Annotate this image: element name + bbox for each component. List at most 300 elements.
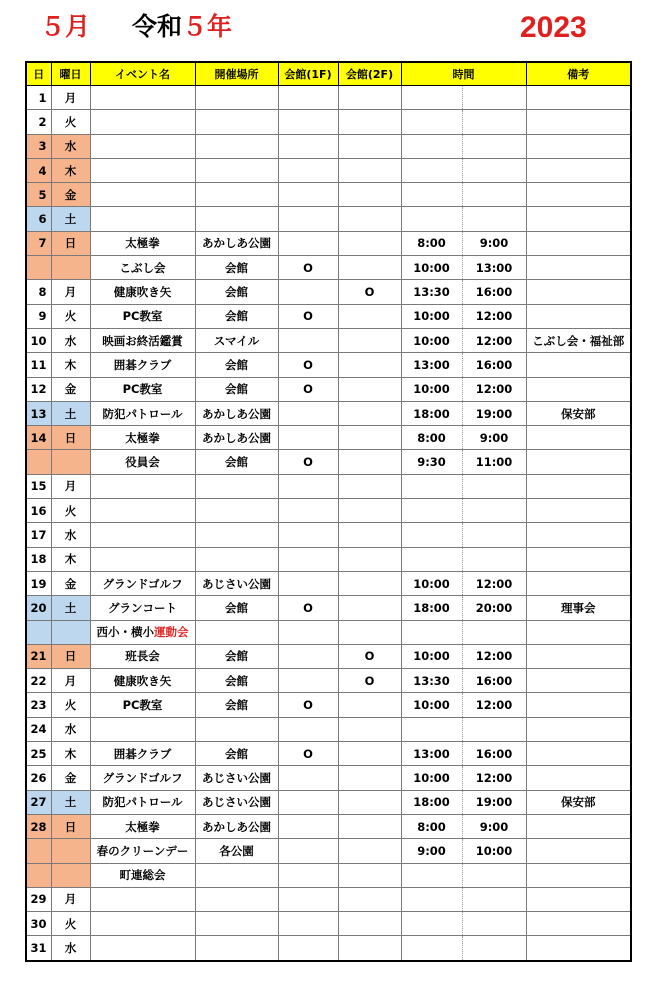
start-time-cell: 10:00 bbox=[401, 571, 462, 595]
table-row bbox=[26, 547, 631, 571]
start-time-cell bbox=[401, 863, 462, 887]
hall-1f-cell bbox=[278, 936, 338, 961]
hall-1f-cell bbox=[278, 474, 338, 498]
hall-2f-cell bbox=[338, 158, 401, 182]
place-cell: あじさい公園 bbox=[195, 790, 278, 814]
notes-cell bbox=[526, 207, 631, 231]
table-row bbox=[26, 523, 631, 547]
end-time-cell: 20:00 bbox=[462, 596, 526, 620]
end-time-cell: 16:00 bbox=[462, 353, 526, 377]
place-cell bbox=[195, 717, 278, 741]
weekday-cell: 火 bbox=[51, 304, 90, 328]
start-time-cell bbox=[401, 158, 462, 182]
hall-1f-cell: O bbox=[278, 256, 338, 280]
notes-cell bbox=[526, 839, 631, 863]
hall-2f-cell bbox=[338, 304, 401, 328]
notes-cell bbox=[526, 863, 631, 887]
hall-1f-cell bbox=[278, 86, 338, 110]
notes-cell bbox=[526, 547, 631, 571]
start-time-cell: 10:00 bbox=[401, 766, 462, 790]
notes-cell bbox=[526, 766, 631, 790]
place-cell: あかしあ公園 bbox=[195, 814, 278, 838]
notes-cell bbox=[526, 280, 631, 304]
place-cell: 会館 bbox=[195, 669, 278, 693]
place-cell: 会館 bbox=[195, 377, 278, 401]
hall-2f-cell bbox=[338, 571, 401, 595]
hall-1f-cell bbox=[278, 620, 338, 644]
notes-cell bbox=[526, 231, 631, 255]
hall-2f-cell bbox=[338, 328, 401, 352]
end-time-cell bbox=[462, 207, 526, 231]
table-row bbox=[26, 207, 631, 231]
event-cell bbox=[90, 110, 195, 134]
notes-cell bbox=[526, 110, 631, 134]
hall-1f-cell bbox=[278, 280, 338, 304]
table-row bbox=[26, 717, 631, 741]
day-cell: 23 bbox=[26, 693, 51, 717]
hall-1f-cell bbox=[278, 547, 338, 571]
end-time-cell bbox=[462, 474, 526, 498]
start-time-cell: 10:00 bbox=[401, 304, 462, 328]
notes-cell bbox=[526, 620, 631, 644]
place-cell: 各公園 bbox=[195, 839, 278, 863]
notes-cell bbox=[526, 571, 631, 595]
end-time-cell bbox=[462, 863, 526, 887]
end-time-cell: 13:00 bbox=[462, 256, 526, 280]
place-cell bbox=[195, 547, 278, 571]
notes-cell bbox=[526, 474, 631, 498]
event-cell bbox=[90, 86, 195, 110]
hall-2f-cell bbox=[338, 766, 401, 790]
start-time-cell bbox=[401, 499, 462, 523]
end-time-cell bbox=[462, 158, 526, 182]
hall-2f-cell bbox=[338, 814, 401, 838]
notes-cell bbox=[526, 936, 631, 961]
start-time-cell: 8:00 bbox=[401, 426, 462, 450]
col-notes: 備考 bbox=[526, 62, 631, 86]
hall-1f-cell bbox=[278, 328, 338, 352]
notes-cell: こぶし会・福祉部 bbox=[526, 328, 631, 352]
hall-2f-cell bbox=[338, 693, 401, 717]
notes-cell bbox=[526, 377, 631, 401]
weekday-cell: 水 bbox=[51, 936, 90, 961]
event-cell: 太極拳 bbox=[90, 814, 195, 838]
hall-1f-cell: O bbox=[278, 304, 338, 328]
day-cell: 20 bbox=[26, 596, 51, 620]
start-time-cell: 10:00 bbox=[401, 644, 462, 668]
day-cell bbox=[26, 839, 51, 863]
weekday-cell: 月 bbox=[51, 887, 90, 911]
day-cell bbox=[26, 620, 51, 644]
day-cell: 13 bbox=[26, 401, 51, 425]
start-time-cell bbox=[401, 547, 462, 571]
notes-cell: 保安部 bbox=[526, 790, 631, 814]
table-row bbox=[26, 304, 631, 328]
hall-2f-cell bbox=[338, 377, 401, 401]
hall-1f-cell bbox=[278, 669, 338, 693]
notes-cell bbox=[526, 814, 631, 838]
hall-2f-cell bbox=[338, 353, 401, 377]
place-cell: あかしあ公園 bbox=[195, 401, 278, 425]
end-time-cell: 16:00 bbox=[462, 742, 526, 766]
end-time-cell bbox=[462, 912, 526, 936]
hall-2f-cell bbox=[338, 839, 401, 863]
event-cell: PC教室 bbox=[90, 693, 195, 717]
weekday-cell: 月 bbox=[51, 86, 90, 110]
hall-2f-cell bbox=[338, 134, 401, 158]
start-time-cell: 10:00 bbox=[401, 377, 462, 401]
day-cell bbox=[26, 256, 51, 280]
hall-1f-cell bbox=[278, 717, 338, 741]
place-cell bbox=[195, 620, 278, 644]
start-time-cell: 10:00 bbox=[401, 328, 462, 352]
table-row bbox=[26, 256, 631, 280]
day-cell: 15 bbox=[26, 474, 51, 498]
event-cell: 太極拳 bbox=[90, 231, 195, 255]
day-cell: 25 bbox=[26, 742, 51, 766]
table-row bbox=[26, 912, 631, 936]
end-time-cell bbox=[462, 523, 526, 547]
hall-2f-cell bbox=[338, 474, 401, 498]
place-cell bbox=[195, 499, 278, 523]
hall-2f-cell bbox=[338, 620, 401, 644]
day-cell bbox=[26, 863, 51, 887]
event-cell bbox=[90, 183, 195, 207]
start-time-cell: 18:00 bbox=[401, 790, 462, 814]
notes-cell: 保安部 bbox=[526, 401, 631, 425]
day-cell: 30 bbox=[26, 912, 51, 936]
place-cell bbox=[195, 887, 278, 911]
end-time-cell: 16:00 bbox=[462, 669, 526, 693]
weekday-cell bbox=[51, 620, 90, 644]
day-cell: 8 bbox=[26, 280, 51, 304]
table-row bbox=[26, 839, 631, 863]
notes-cell bbox=[526, 134, 631, 158]
place-cell bbox=[195, 863, 278, 887]
place-cell: スマイル bbox=[195, 328, 278, 352]
day-cell: 29 bbox=[26, 887, 51, 911]
hall-1f-cell bbox=[278, 790, 338, 814]
col-day: 日 bbox=[26, 62, 51, 86]
place-cell bbox=[195, 474, 278, 498]
start-time-cell: 10:00 bbox=[401, 693, 462, 717]
notes-cell bbox=[526, 644, 631, 668]
table-row bbox=[26, 401, 631, 425]
hall-1f-cell bbox=[278, 571, 338, 595]
hall-2f-cell bbox=[338, 426, 401, 450]
place-cell: 会館 bbox=[195, 596, 278, 620]
table-row bbox=[26, 158, 631, 182]
hall-2f-cell bbox=[338, 887, 401, 911]
table-row bbox=[26, 814, 631, 838]
hall-1f-cell bbox=[278, 134, 338, 158]
notes-cell bbox=[526, 426, 631, 450]
weekday-cell: 火 bbox=[51, 499, 90, 523]
day-cell: 9 bbox=[26, 304, 51, 328]
table-row bbox=[26, 450, 631, 474]
era-year: ５年 bbox=[182, 12, 233, 41]
day-cell: 16 bbox=[26, 499, 51, 523]
weekday-cell: 土 bbox=[51, 207, 90, 231]
end-time-cell: 16:00 bbox=[462, 280, 526, 304]
weekday-cell: 金 bbox=[51, 183, 90, 207]
table-row bbox=[26, 110, 631, 134]
notes-cell bbox=[526, 304, 631, 328]
end-time-cell bbox=[462, 887, 526, 911]
weekday-cell: 日 bbox=[51, 814, 90, 838]
event-cell bbox=[90, 887, 195, 911]
place-cell bbox=[195, 523, 278, 547]
day-cell bbox=[26, 450, 51, 474]
end-time-cell: 10:00 bbox=[462, 839, 526, 863]
table-row bbox=[26, 353, 631, 377]
table-row bbox=[26, 620, 631, 644]
header-row bbox=[26, 62, 631, 86]
notes-cell bbox=[526, 523, 631, 547]
place-cell: あかしあ公園 bbox=[195, 426, 278, 450]
weekday-cell bbox=[51, 256, 90, 280]
place-cell: 会館 bbox=[195, 256, 278, 280]
place-cell: 会館 bbox=[195, 353, 278, 377]
day-cell: 1 bbox=[26, 86, 51, 110]
year-title: 2023 bbox=[520, 11, 587, 44]
day-cell: 7 bbox=[26, 231, 51, 255]
event-cell bbox=[90, 499, 195, 523]
start-time-cell bbox=[401, 523, 462, 547]
event-cell: こぶし会 bbox=[90, 256, 195, 280]
place-cell: あじさい公園 bbox=[195, 571, 278, 595]
place-cell bbox=[195, 134, 278, 158]
weekday-cell: 木 bbox=[51, 742, 90, 766]
col-event: イベント名 bbox=[90, 62, 195, 86]
table-row bbox=[26, 328, 631, 352]
place-cell bbox=[195, 183, 278, 207]
end-time-cell: 11:00 bbox=[462, 450, 526, 474]
start-time-cell: 8:00 bbox=[401, 814, 462, 838]
hall-1f-cell bbox=[278, 644, 338, 668]
weekday-cell: 水 bbox=[51, 134, 90, 158]
weekday-cell: 土 bbox=[51, 596, 90, 620]
day-cell: 26 bbox=[26, 766, 51, 790]
end-time-cell bbox=[462, 183, 526, 207]
day-cell: 28 bbox=[26, 814, 51, 838]
weekday-cell: 木 bbox=[51, 158, 90, 182]
notes-cell bbox=[526, 887, 631, 911]
col-weekday: 曜日 bbox=[51, 62, 90, 86]
hall-2f-cell bbox=[338, 183, 401, 207]
weekday-cell: 土 bbox=[51, 401, 90, 425]
event-cell: 健康吹き矢 bbox=[90, 669, 195, 693]
weekday-cell bbox=[51, 863, 90, 887]
start-time-cell: 10:00 bbox=[401, 256, 462, 280]
start-time-cell: 9:30 bbox=[401, 450, 462, 474]
hall-1f-cell: O bbox=[278, 353, 338, 377]
weekday-cell: 月 bbox=[51, 669, 90, 693]
hall-2f-cell bbox=[338, 863, 401, 887]
end-time-cell: 19:00 bbox=[462, 401, 526, 425]
hall-2f-cell bbox=[338, 912, 401, 936]
hall-2f-cell bbox=[338, 742, 401, 766]
weekday-cell: 日 bbox=[51, 426, 90, 450]
hall-1f-cell bbox=[278, 814, 338, 838]
day-cell: 19 bbox=[26, 571, 51, 595]
table-row bbox=[26, 377, 631, 401]
weekday-cell: 月 bbox=[51, 474, 90, 498]
event-cell bbox=[90, 158, 195, 182]
day-cell: 11 bbox=[26, 353, 51, 377]
place-cell bbox=[195, 158, 278, 182]
day-cell: 2 bbox=[26, 110, 51, 134]
end-time-cell bbox=[462, 936, 526, 961]
weekday-cell: 木 bbox=[51, 353, 90, 377]
event-cell: 健康吹き矢 bbox=[90, 280, 195, 304]
day-cell: 24 bbox=[26, 717, 51, 741]
place-cell: 会館 bbox=[195, 693, 278, 717]
notes-cell bbox=[526, 183, 631, 207]
end-time-cell: 9:00 bbox=[462, 426, 526, 450]
table-row bbox=[26, 134, 631, 158]
hall-1f-cell: O bbox=[278, 450, 338, 474]
event-cell: 囲碁クラブ bbox=[90, 742, 195, 766]
table-row bbox=[26, 669, 631, 693]
weekday-cell: 水 bbox=[51, 523, 90, 547]
end-time-cell: 12:00 bbox=[462, 377, 526, 401]
start-time-cell bbox=[401, 207, 462, 231]
event-cell: グランドゴルフ bbox=[90, 571, 195, 595]
hall-2f-cell bbox=[338, 717, 401, 741]
hall-1f-cell bbox=[278, 912, 338, 936]
place-cell: 会館 bbox=[195, 450, 278, 474]
end-time-cell: 12:00 bbox=[462, 644, 526, 668]
month-title: ５月 bbox=[40, 12, 91, 41]
event-cell: 西小・横小運動会 bbox=[90, 620, 195, 644]
day-cell: 3 bbox=[26, 134, 51, 158]
hall-1f-cell bbox=[278, 207, 338, 231]
start-time-cell bbox=[401, 86, 462, 110]
start-time-cell: 13:00 bbox=[401, 742, 462, 766]
hall-1f-cell bbox=[278, 426, 338, 450]
start-time-cell bbox=[401, 620, 462, 644]
day-cell: 10 bbox=[26, 328, 51, 352]
place-cell: 会館 bbox=[195, 280, 278, 304]
event-cell: 太極拳 bbox=[90, 426, 195, 450]
place-cell bbox=[195, 912, 278, 936]
day-cell: 17 bbox=[26, 523, 51, 547]
end-time-cell: 12:00 bbox=[462, 571, 526, 595]
weekday-cell: 月 bbox=[51, 280, 90, 304]
table-row bbox=[26, 693, 631, 717]
hall-1f-cell bbox=[278, 499, 338, 523]
hall-1f-cell: O bbox=[278, 693, 338, 717]
notes-cell bbox=[526, 86, 631, 110]
hall-2f-cell bbox=[338, 450, 401, 474]
weekday-cell: 水 bbox=[51, 328, 90, 352]
weekday-cell: 火 bbox=[51, 110, 90, 134]
event-cell: 防犯パトロール bbox=[90, 401, 195, 425]
hall-2f-cell bbox=[338, 256, 401, 280]
notes-cell bbox=[526, 256, 631, 280]
notes-cell bbox=[526, 742, 631, 766]
weekday-cell: 金 bbox=[51, 571, 90, 595]
start-time-cell: 13:30 bbox=[401, 669, 462, 693]
notes-cell bbox=[526, 499, 631, 523]
event-cell: 町連総会 bbox=[90, 863, 195, 887]
event-cell bbox=[90, 717, 195, 741]
place-cell: あかしあ公園 bbox=[195, 231, 278, 255]
table-row bbox=[26, 499, 631, 523]
place-cell bbox=[195, 86, 278, 110]
hall-2f-cell bbox=[338, 547, 401, 571]
place-cell: あじさい公園 bbox=[195, 766, 278, 790]
hall-2f-cell bbox=[338, 499, 401, 523]
table-row bbox=[26, 790, 631, 814]
hall-2f-cell bbox=[338, 86, 401, 110]
day-cell: 12 bbox=[26, 377, 51, 401]
hall-2f-cell: O bbox=[338, 280, 401, 304]
place-cell: 会館 bbox=[195, 644, 278, 668]
start-time-cell bbox=[401, 110, 462, 134]
start-time-cell bbox=[401, 936, 462, 961]
start-time-cell: 9:00 bbox=[401, 839, 462, 863]
start-time-cell: 13:30 bbox=[401, 280, 462, 304]
notes-cell bbox=[526, 912, 631, 936]
end-time-cell: 12:00 bbox=[462, 766, 526, 790]
weekday-cell: 水 bbox=[51, 717, 90, 741]
event-cell bbox=[90, 474, 195, 498]
weekday-cell: 日 bbox=[51, 644, 90, 668]
table-row bbox=[26, 766, 631, 790]
event-cell: PC教室 bbox=[90, 304, 195, 328]
start-time-cell bbox=[401, 134, 462, 158]
weekday-cell bbox=[51, 839, 90, 863]
table-row bbox=[26, 474, 631, 498]
col-place: 開催場所 bbox=[195, 62, 278, 86]
hall-1f-cell bbox=[278, 839, 338, 863]
weekday-cell: 木 bbox=[51, 547, 90, 571]
end-time-cell bbox=[462, 134, 526, 158]
start-time-cell: 8:00 bbox=[401, 231, 462, 255]
era-prefix: 令和 bbox=[132, 12, 183, 41]
hall-2f-cell: O bbox=[338, 644, 401, 668]
weekday-cell: 土 bbox=[51, 790, 90, 814]
start-time-cell bbox=[401, 183, 462, 207]
notes-cell bbox=[526, 669, 631, 693]
weekday-cell: 金 bbox=[51, 377, 90, 401]
event-cell: グランコート bbox=[90, 596, 195, 620]
place-cell bbox=[195, 936, 278, 961]
table-row bbox=[26, 742, 631, 766]
table-row bbox=[26, 887, 631, 911]
start-time-cell: 18:00 bbox=[401, 401, 462, 425]
end-time-cell: 12:00 bbox=[462, 693, 526, 717]
weekday-cell: 火 bbox=[51, 693, 90, 717]
hall-1f-cell: O bbox=[278, 596, 338, 620]
weekday-cell: 金 bbox=[51, 766, 90, 790]
event-cell: 囲碁クラブ bbox=[90, 353, 195, 377]
event-cell: 春のクリーンデー bbox=[90, 839, 195, 863]
end-time-cell bbox=[462, 620, 526, 644]
hall-1f-cell bbox=[278, 158, 338, 182]
event-cell bbox=[90, 936, 195, 961]
hall-1f-cell: O bbox=[278, 742, 338, 766]
place-cell: 会館 bbox=[195, 304, 278, 328]
table-row bbox=[26, 596, 631, 620]
start-time-cell bbox=[401, 887, 462, 911]
hall-2f-cell bbox=[338, 596, 401, 620]
place-cell bbox=[195, 110, 278, 134]
start-time-cell bbox=[401, 912, 462, 936]
start-time-cell: 18:00 bbox=[401, 596, 462, 620]
